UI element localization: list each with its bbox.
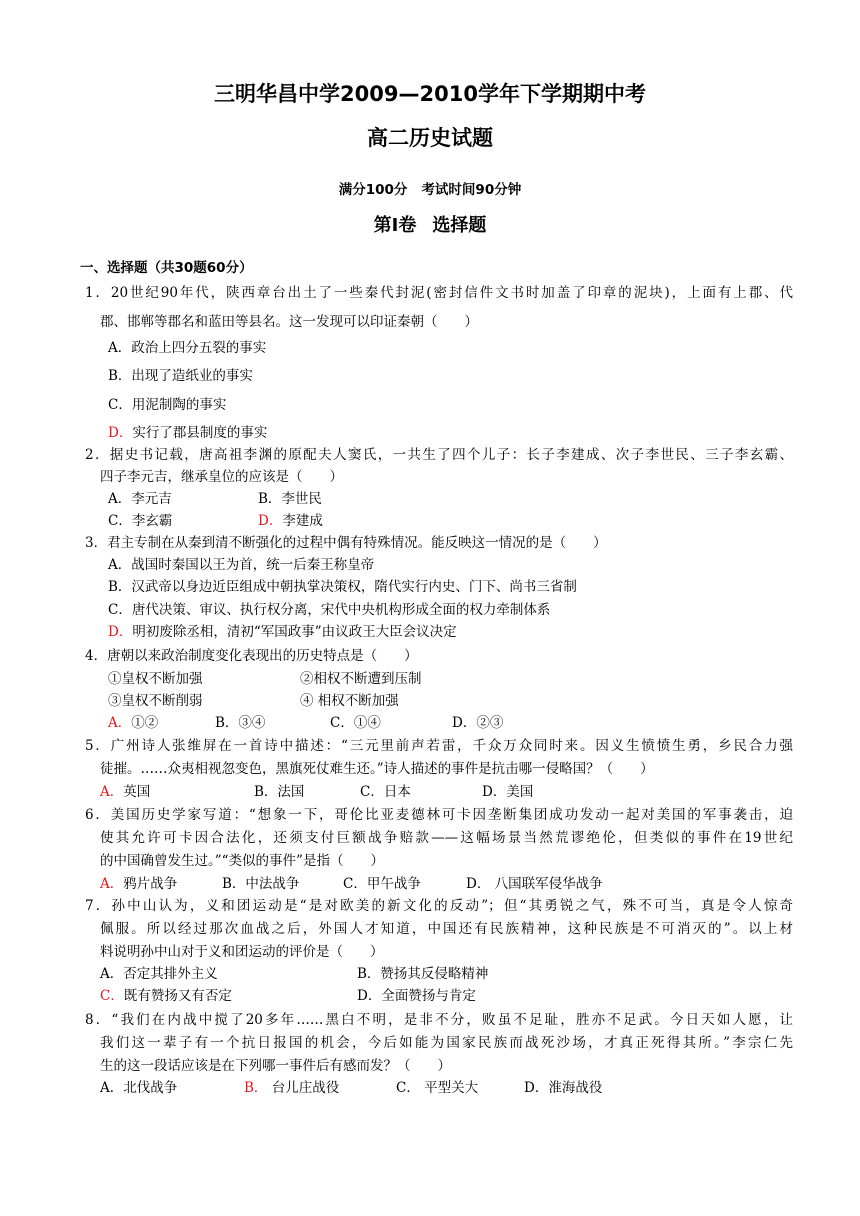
answer-option xyxy=(108,427,267,441)
part-heading xyxy=(0,211,860,237)
option-letter: C． xyxy=(343,876,367,892)
option-text: 赞扬其反侵略精神 xyxy=(380,966,489,982)
option-text: 北伐战争 xyxy=(123,1080,178,1096)
question-stem-line: 2．据史书记载，唐高祖李渊的原配夫人窦氏，一共生了四个儿子：长子李建成、次子李世民、三子李玄霸、 xyxy=(85,447,793,463)
option-letter: B． xyxy=(222,876,246,892)
question-stem-line: 6．美国历史学家写道：“想象一下，哥伦比亚麦德林可卡因垄断集团成功发动一起对美国的军事袭击，迫 xyxy=(85,807,793,823)
answer-option xyxy=(108,604,550,618)
question-stem-line: 我们这一辈子有一个抗日报国的机会，今后如能为国家民族而战死沙场，才真正死得其所。”李宗仁先 xyxy=(100,1035,793,1051)
option-text: 出现了造纸业的事实 xyxy=(131,368,253,384)
option-letter: C． xyxy=(108,397,132,413)
option-letter: D． xyxy=(108,425,133,441)
option-letter: A． xyxy=(100,966,124,982)
answer-option xyxy=(108,370,253,384)
option-letter: C． xyxy=(330,715,354,731)
answer-option xyxy=(108,515,172,529)
answer-option xyxy=(396,1082,478,1096)
option-letter: B． xyxy=(254,784,278,800)
option-letter: A． xyxy=(108,340,132,356)
option-letter: A． xyxy=(108,715,132,731)
question-stem-line: 3．君主专制在从秦到清不断强化的过程中偶有特殊情况。能反映这一情况的是（ ） xyxy=(85,535,607,551)
question-stem-line: 徒摧。……众夷相视忽变色，黑旗死仗难生还。”诗人描述的事件是抗击哪一侵略国？（ ） xyxy=(100,761,654,777)
option-letter: C． xyxy=(108,513,132,529)
answer-option xyxy=(100,878,177,892)
question-stem-line: 5．广州诗人张维屏在一首诗中描述：“三元里前声若雷，千众万众同时来。因义生愤愤生勇，乡民合力强 xyxy=(85,738,793,754)
option-letter: C． xyxy=(108,602,132,618)
option-text: 明初废除丞相，清初“军国政事”由议政王大臣会议决定 xyxy=(132,624,457,640)
question-stem-line: 郡、邯郸等郡名和蓝田等县名。这一发现可以印证秦朝（ ） xyxy=(100,314,478,330)
answer-option xyxy=(258,493,322,507)
answer-option xyxy=(108,626,457,640)
answer-option xyxy=(343,878,421,892)
exam-subtitle: 高二历史试题 xyxy=(367,126,493,150)
question-stem-line: 7．孙中山认为，义和团运动是“是对欧美的新文化的反动”；但“其勇锐之气，殊不可当，真是令人惊奇 xyxy=(85,898,793,914)
statement-item: ②相权不断遭到压制 xyxy=(300,671,422,687)
question-stem-line: 8．“我们在内战中搅了20多年……黑白不明，是非不分，败虽不足耻，胜亦不足武。今日天如人愿，让 xyxy=(85,1012,793,1028)
question-stem-line: 4．唐朝以来政治制度变化表现出的历史特点是（ ） xyxy=(85,648,418,664)
option-letter: B． xyxy=(258,491,282,507)
option-letter: A． xyxy=(108,491,132,507)
answer-option xyxy=(108,342,266,356)
option-text: 中法战争 xyxy=(245,876,300,892)
option-text: 汉武帝以身边近臣组成中朝执掌决策权，隋代实行内史、门下、尚书三省制 xyxy=(131,579,577,595)
option-text: ①② xyxy=(131,715,159,731)
option-letter: D． xyxy=(108,624,133,640)
option-letter: D． xyxy=(258,513,283,529)
option-text: ②③ xyxy=(476,715,504,731)
question-stem-line: 四子李元吉，继承皇位的应该是（ ） xyxy=(100,469,343,485)
option-text: 李世民 xyxy=(281,491,322,507)
question-stem-line: 生的这一段话应该是在下列哪一事件后有感而发？（ ） xyxy=(100,1058,451,1074)
answer-option xyxy=(100,1082,177,1096)
option-text: 平型关大 xyxy=(419,1080,479,1096)
answer-option xyxy=(108,581,577,595)
option-text: 李建成 xyxy=(282,513,323,529)
option-letter: D． xyxy=(482,784,507,800)
statement-item: ①皇权不断加强 xyxy=(108,671,203,687)
option-letter: B． xyxy=(215,715,239,731)
option-text: 既有赞扬又有否定 xyxy=(123,988,232,1004)
option-letter: B． xyxy=(357,966,381,982)
part-label: 第Ⅰ卷 xyxy=(373,215,417,236)
option-text: 李玄霸 xyxy=(131,513,173,529)
exam-time: 考试时间90分钟 xyxy=(421,182,522,198)
option-letter: C． xyxy=(396,1080,420,1096)
option-text: 全面赞扬与肯定 xyxy=(381,988,476,1004)
option-letter: D． xyxy=(466,876,491,892)
option-text: 唐代决策、审议、执行权分离，宋代中央机构形成全面的权力牵制体系 xyxy=(131,602,551,618)
question-stem-line: 佩服。所以经过那次血战之后，外国人才知道，中国还有民族精神，这种民族是不可消灭的”。以上材 xyxy=(100,921,793,937)
answer-option xyxy=(100,990,232,1004)
option-text: 政治上四分五裂的事实 xyxy=(131,340,267,356)
exam-title: 三明华昌中学2009—2010学年下学期期中考 xyxy=(214,82,646,106)
answer-option xyxy=(108,399,226,413)
exam-meta xyxy=(0,178,860,198)
answer-option xyxy=(254,786,304,800)
answer-option xyxy=(360,786,411,800)
question-stem-line: 的中国确曾发生过。”“类似的事件”是指（ ） xyxy=(100,853,384,869)
option-letter: B． xyxy=(108,579,132,595)
option-text: 鸦片战争 xyxy=(123,876,178,892)
option-text: 美国 xyxy=(506,784,534,800)
answer-option xyxy=(452,717,503,731)
option-letter: A． xyxy=(100,784,124,800)
option-text: 李元吉 xyxy=(131,491,172,507)
option-text: 战国时秦国以王为首，统一后秦王称皇帝 xyxy=(131,557,375,573)
full-score: 满分100分 xyxy=(338,182,408,198)
option-text: 实行了郡县制度的事实 xyxy=(132,425,268,441)
answer-option xyxy=(108,493,172,507)
question-stem-line: 1．20世纪90年代，陕西章台出土了一些秦代封泥(密封信件文书时加盖了印章的泥块)，上面有上郡、代 xyxy=(85,285,793,301)
option-letter: C． xyxy=(100,988,124,1004)
option-letter: B． xyxy=(244,1080,268,1096)
option-text: 日本 xyxy=(383,784,411,800)
option-text: 法国 xyxy=(277,784,305,800)
option-letter: D． xyxy=(524,1080,549,1096)
option-text: 否定其排外主义 xyxy=(123,966,218,982)
answer-option xyxy=(482,786,533,800)
question-stem-line: 使其允许可卡因合法化，还须支付巨额战争赔款——这幅场景当然荒谬绝伦，但类似的事件在19世纪 xyxy=(100,830,793,846)
answer-option xyxy=(108,717,158,731)
answer-option xyxy=(100,786,150,800)
answer-option xyxy=(258,515,323,529)
answer-option xyxy=(330,717,381,731)
answer-option xyxy=(466,878,603,892)
statement-item: ③皇权不断削弱 xyxy=(108,693,203,709)
option-text: 淮海战役 xyxy=(548,1080,603,1096)
option-letter: C． xyxy=(360,784,384,800)
option-text: 八国联军侵华战争 xyxy=(490,876,603,892)
answer-option xyxy=(215,717,265,731)
option-text: ③④ xyxy=(238,715,266,731)
option-text: 用泥制陶的事实 xyxy=(131,397,227,413)
answer-option xyxy=(357,990,476,1004)
answer-option xyxy=(244,1082,339,1096)
answer-option xyxy=(108,559,374,573)
option-text: 英国 xyxy=(123,784,151,800)
answer-option xyxy=(222,878,299,892)
option-letter: D． xyxy=(357,988,382,1004)
option-letter: A． xyxy=(100,1080,124,1096)
answer-option xyxy=(524,1082,602,1096)
option-text: 台儿庄战役 xyxy=(267,1080,340,1096)
option-letter: D． xyxy=(452,715,477,731)
answer-option xyxy=(357,968,488,982)
option-letter: B． xyxy=(108,368,132,384)
part-name: 选择题 xyxy=(432,215,487,236)
statement-item: ④ 相权不断加强 xyxy=(300,693,399,709)
option-letter: A． xyxy=(108,557,132,573)
option-letter: A． xyxy=(100,876,124,892)
section-heading: 一、选择题（共30题60分） xyxy=(80,260,253,276)
option-text: 甲午战争 xyxy=(366,876,421,892)
question-stem-line: 料说明孙中山对于义和团运动的评价是（ ） xyxy=(100,944,384,960)
answer-option xyxy=(100,968,218,982)
option-text: ①④ xyxy=(353,715,381,731)
